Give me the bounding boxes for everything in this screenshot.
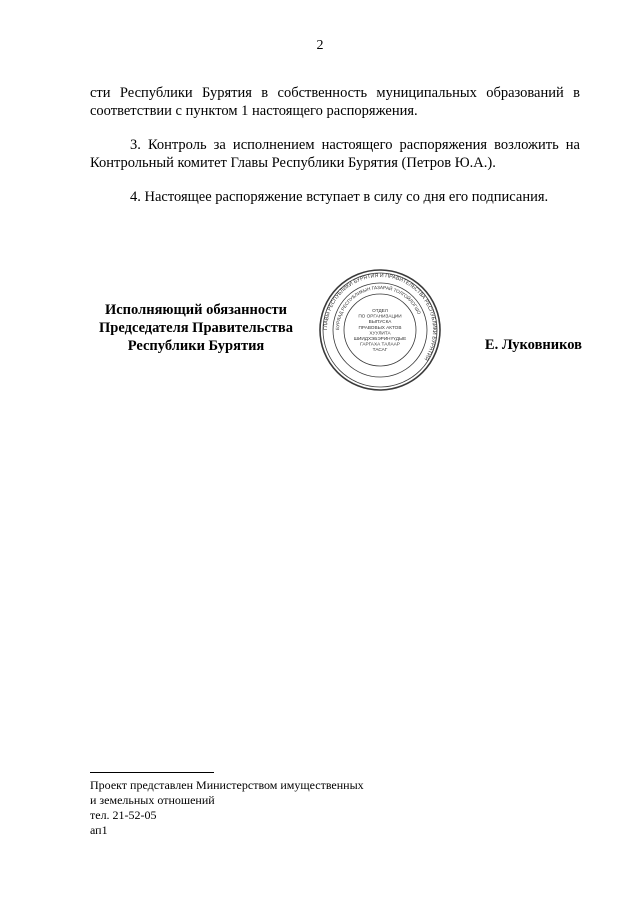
stamp-inner-text: БУРЯАД РЕСПУБЛИКЫН ГАЗАРАЙ ТОЛГОЙЛОГШО	[334, 284, 422, 331]
signer-position-line-2: Председателя Правительства	[99, 320, 293, 336]
footer-line-4: ап1	[90, 823, 108, 837]
stamp-center-line: ОТДЕЛ	[372, 308, 388, 313]
stamp-center-line: ВЫПУСКА	[368, 319, 392, 325]
stamp-center-line: ШИИДХЭБЭРИНҮҮДЫЕ	[353, 336, 407, 341]
page-number: 2	[316, 38, 324, 53]
stamp-outer-text: ГЛАВЫ РЕСПУБЛИКИ БУРЯТИЯ И ПРАВИТЕЛЬСТВА РЕСПУБЛИКИ БУРЯТИЯ	[322, 272, 438, 362]
signer-position-line-3: Республики Бурятия	[127, 338, 265, 354]
stamp-center-line: ГАРГАХА ТАЛААР	[360, 341, 400, 347]
stamp-center-line: ПО ОРГАНИЗАЦИИ	[358, 313, 402, 319]
stamp-center-line: ТАСАГ	[372, 347, 388, 353]
footer-line-1: Проект представлен Министерством имущественных	[90, 778, 364, 792]
signer-position	[82, 301, 310, 355]
signer-name: Е. Луковников	[484, 337, 582, 353]
body-paragraph-2: 3. Контроль за исполнением настоящего распоряжения возложить на Контрольный комитет Главы Республики Бурятия (Петров Ю.А.).	[90, 137, 580, 171]
footer-line-3: тел. 21-52-05	[90, 808, 157, 822]
stamp-center-line: ПРАВОВЫХ АКТОВ	[358, 324, 402, 330]
footer-line-2: и земельных отношений	[90, 793, 215, 807]
official-stamp	[318, 268, 442, 392]
body-paragraph-3: 4. Настоящее распоряжение вступает в силу со дня его подписания.	[130, 189, 549, 205]
footnote-divider	[90, 772, 214, 773]
body-paragraph-1: сти Республики Бурятия в собственность муниципальных образований в соответствии с пунктом 1 настоящего распоряжения.	[90, 85, 580, 119]
stamp-center-line: ХУУЛИТА	[369, 330, 391, 336]
signer-position-line-1: Исполняющий обязанности	[104, 302, 288, 318]
footer-note	[90, 778, 364, 838]
